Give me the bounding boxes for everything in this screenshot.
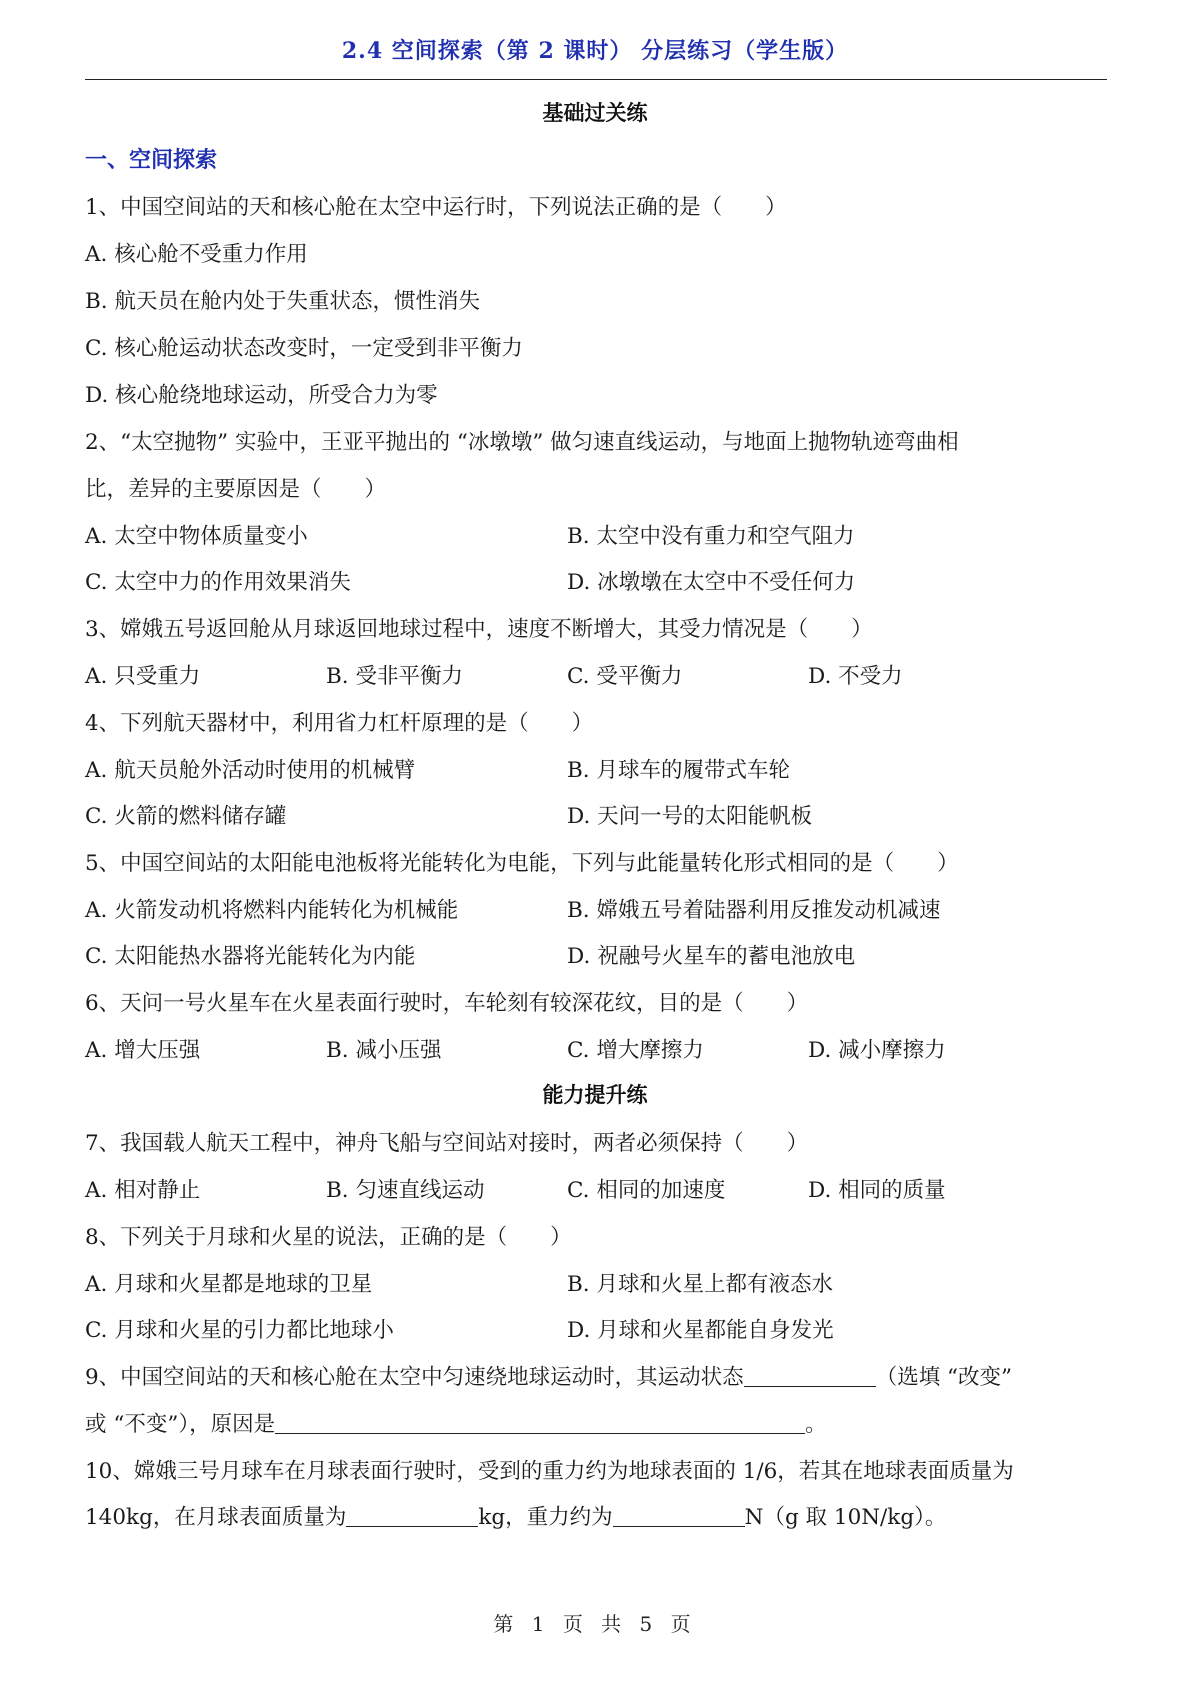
question-10-blank-gravity[interactable] (613, 1506, 745, 1527)
question-7-option-c: C. 相同的加速度 (567, 1178, 726, 1203)
question-9-line1 (85, 1360, 1012, 1391)
question-2-option-c: C. 太空中力的作用效果消失 (85, 570, 351, 595)
question-7-stem: 7、我国载人航天工程中，神舟飞船与空间站对接时，两者必须保持（ ） (85, 1131, 809, 1156)
page-title: 2.4 空间探索（第 2 课时） 分层练习（学生版） (341, 38, 849, 64)
question-4-option-b: B. 月球车的履带式车轮 (567, 758, 790, 783)
question-10-text-part1: 140kg，在月球表面质量为 (85, 1505, 347, 1530)
question-3-option-a: A. 只受重力 (85, 664, 201, 689)
question-7-option-b: B. 匀速直线运动 (326, 1178, 485, 1203)
question-3-stem: 3、嫦娥五号返回舱从月球返回地球过程中，速度不断增大，其受力情况是（ ） (85, 617, 873, 642)
question-6-option-a: A. 增大压强 (85, 1038, 201, 1063)
question-4-option-a: A. 航天员舱外活动时使用的机械臂 (85, 758, 416, 783)
question-2-stem-line2: 比，差异的主要原因是（ ） (85, 477, 387, 502)
question-8-option-d: D. 月球和火星都能自身发光 (567, 1318, 834, 1343)
question-2-option-b: B. 太空中没有重力和空气阻力 (567, 524, 855, 549)
question-1-option-c: C. 核心舱运动状态改变时，一定受到非平衡力 (85, 336, 523, 361)
question-2-option-a: A. 太空中物体质量变小 (85, 524, 308, 549)
question-3-option-d: D. 不受力 (808, 664, 903, 689)
question-6-option-d: D. 减小摩擦力 (808, 1038, 946, 1063)
question-9-text-part3: 或 “不变”），原因是 (85, 1412, 276, 1437)
question-10-blank-mass[interactable] (346, 1506, 478, 1527)
question-10-text-part3: N（g 取 10N/kg）。 (744, 1505, 947, 1530)
title-divider (85, 79, 1107, 80)
question-2-stem-line1: 2、“太空抛物” 实验中，王亚平抛出的 “冰墩墩” 做匀速直线运动，与地面上抛物轨迹弯曲相 (85, 430, 959, 455)
question-4-option-c: C. 火箭的燃料储存罐 (85, 804, 287, 829)
question-10-line2 (85, 1500, 946, 1531)
question-6-stem: 6、天问一号火星车在火星表面行驶时，车轮刻有较深花纹，目的是（ ） (85, 991, 809, 1016)
question-1-option-b: B. 航天员在舱内处于失重状态，惯性消失 (85, 289, 480, 314)
question-4-option-d: D. 天问一号的太阳能帆板 (567, 804, 813, 829)
question-6-option-b: B. 减小压强 (326, 1038, 442, 1063)
question-8-stem: 8、下列关于月球和火星的说法，正确的是（ ） (85, 1225, 572, 1250)
question-1-stem: 1、中国空间站的天和核心舱在太空中运行时，下列说法正确的是（ ） (85, 195, 787, 220)
question-10-line1: 10、嫦娥三号月球车在月球表面行驶时，受到的重力约为地球表面的 1/6，若其在地球表面质量为 (85, 1459, 1014, 1484)
question-3-option-c: C. 受平衡力 (567, 664, 683, 689)
question-8-option-c: C. 月球和火星的引力都比地球小 (85, 1318, 394, 1343)
page-number-footer: 第 1 页 共 5 页 (493, 1612, 697, 1636)
question-5-option-a: A. 火箭发动机将燃料内能转化为机械能 (85, 898, 459, 923)
question-7-option-d: D. 相同的质量 (808, 1178, 946, 1203)
question-9-blank-reason[interactable] (275, 1413, 805, 1434)
question-10-text-part2: kg，重力约为 (478, 1505, 613, 1530)
question-9-blank-state[interactable] (744, 1366, 876, 1387)
question-7-option-a: A. 相对静止 (85, 1178, 201, 1203)
question-1-option-a: A. 核心舱不受重力作用 (85, 242, 308, 267)
question-8-option-b: B. 月球和火星上都有液态水 (567, 1272, 833, 1297)
question-5-option-d: D. 祝融号火星车的蓄电池放电 (567, 944, 856, 969)
question-3-option-b: B. 受非平衡力 (326, 664, 463, 689)
question-5-option-b: B. 嫦娥五号着陆器利用反推发动机减速 (567, 898, 941, 923)
question-1-option-d: D. 核心舱绕地球运动，所受合力为零 (85, 383, 438, 408)
part-heading-advanced: 能力提升练 (542, 1082, 648, 1107)
question-6-option-c: C. 增大摩擦力 (567, 1038, 704, 1063)
question-9-line2 (85, 1407, 827, 1438)
question-4-stem: 4、下列航天器材中，利用省力杠杆原理的是（ ） (85, 711, 594, 736)
question-9-text-part4: 。 (805, 1412, 827, 1437)
question-2-option-d: D. 冰墩墩在太空中不受任何力 (567, 570, 856, 595)
question-8-option-a: A. 月球和火星都是地球的卫星 (85, 1272, 373, 1297)
question-9-text-part1: 9、中国空间站的天和核心舱在太空中匀速绕地球运动时，其运动状态 (85, 1365, 744, 1390)
question-9-text-part2: （选填 “改变” (875, 1365, 1013, 1390)
section-heading-space-exploration: 一、空间探索 (85, 147, 218, 173)
question-5-stem: 5、中国空间站的太阳能电池板将光能转化为电能，下列与此能量转化形式相同的是（ ） (85, 851, 959, 876)
question-5-option-c: C. 太阳能热水器将光能转化为内能 (85, 944, 416, 969)
part-heading-basic: 基础过关练 (542, 100, 648, 125)
